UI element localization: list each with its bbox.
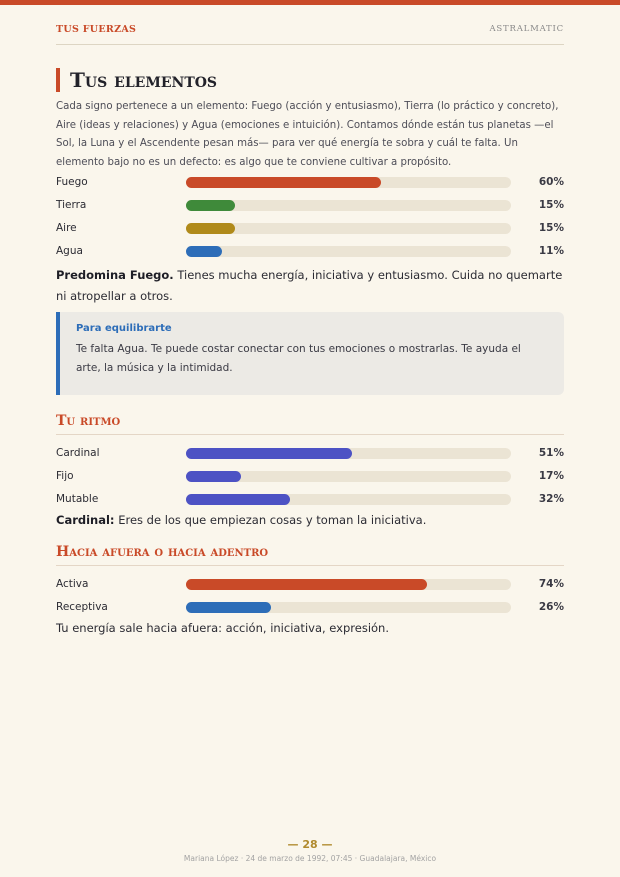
rhythm-summary-text: Eres de los que empiezan cosas y toman la iniciativa. — [114, 513, 427, 527]
page-header — [56, 24, 564, 45]
bar-fill — [186, 223, 235, 234]
bar-row-tierra — [56, 196, 564, 214]
bar-percent: 51% — [538, 447, 564, 459]
footer-meta: Mariana López · 24 de marzo de 1992, 07:45 · Guadalajara, México — [183, 854, 437, 863]
bar-track — [186, 448, 511, 459]
bar-row-receptiva — [56, 598, 564, 616]
bar-fill — [186, 579, 427, 590]
polarity-title: Hacia afuera o hacia adentro — [56, 543, 564, 566]
polarity-summary-text: Tu energía sale hacia afuera: acción, iniciativa, expresión. — [56, 621, 390, 635]
bar-percent: 15% — [538, 199, 564, 211]
bar-label: Receptiva — [56, 601, 108, 613]
bar-row-fijo — [56, 467, 564, 485]
bar-row-activa — [56, 575, 564, 593]
elements-summary-bold: Predomina Fuego. — [56, 268, 174, 282]
rhythm-title: Tu ritmo — [56, 412, 564, 435]
bar-track — [186, 223, 511, 234]
bar-track — [186, 602, 511, 613]
bar-label: Cardinal — [56, 447, 100, 459]
bar-percent: 17% — [538, 470, 564, 482]
elements-intro: Cada signo pertenece a un elemento: Fuego (acción y entusiasmo), Tierra (lo práctico y concreto), Aire (ideas y relaciones) y Agua (emociones e intuición). Contamos dónde están tus planetas —el Sol, la Luna y el Ascendente pesan más— para ver qué energía te sobra y cuál te falta. Un elemento bajo no es un defecto: es algo que te conviene cultivar a propósito. — [56, 101, 559, 168]
header-brand: ASTRALMATIC — [489, 24, 564, 34]
bar-percent: 32% — [538, 493, 564, 505]
bar-label: Agua — [56, 245, 83, 257]
bar-track — [186, 200, 511, 211]
bar-track — [186, 579, 511, 590]
header-section-label: TUS FUERZAS — [56, 24, 137, 35]
bar-fill — [186, 471, 241, 482]
bar-label: Fuego — [56, 176, 88, 188]
bar-fill — [186, 177, 381, 188]
elements-title: Tus elementos — [56, 68, 217, 92]
bar-percent: 11% — [538, 245, 564, 257]
bar-track — [186, 494, 511, 505]
polarity-summary — [56, 618, 564, 639]
elements-summary-text: Tienes mucha energía, iniciativa y entusiasmo. Cuida no quemarte ni atropellar a otros. — [56, 268, 563, 303]
bar-label: Aire — [56, 222, 77, 234]
bar-percent: 15% — [538, 222, 564, 234]
bar-fill — [186, 448, 352, 459]
bar-row-cardinal — [56, 444, 564, 462]
bar-fill — [186, 602, 271, 613]
top-accent-bar — [0, 0, 620, 5]
bar-row-aire — [56, 219, 564, 237]
bar-fill — [186, 246, 222, 257]
bar-label: Tierra — [56, 199, 87, 211]
bar-percent: 60% — [538, 176, 564, 188]
rhythm-summary — [56, 510, 564, 531]
rhythm-summary-bold: Cardinal: — [56, 513, 115, 527]
bar-row-fuego — [56, 173, 564, 191]
bar-track — [186, 177, 511, 188]
bar-label: Mutable — [56, 493, 99, 505]
bar-row-mutable — [56, 490, 564, 508]
bar-percent: 26% — [538, 601, 564, 613]
bar-track — [186, 246, 511, 257]
callout-body: Te falta Agua. Te puede costar conectar con tus emociones o mostrarlas. Te ayuda el arte, la música y la intimidad. — [76, 343, 521, 374]
bar-track — [186, 471, 511, 482]
page-number: — 28 — — [287, 838, 333, 851]
balance-callout — [56, 312, 564, 395]
bar-fill — [186, 494, 290, 505]
bar-label: Activa — [56, 578, 89, 590]
elements-summary — [56, 265, 564, 307]
bar-row-agua — [56, 242, 564, 260]
bar-fill — [186, 200, 235, 211]
callout-title: Para equilibrarte — [76, 323, 172, 334]
bar-label: Fijo — [56, 470, 74, 482]
bar-percent: 74% — [538, 578, 564, 590]
